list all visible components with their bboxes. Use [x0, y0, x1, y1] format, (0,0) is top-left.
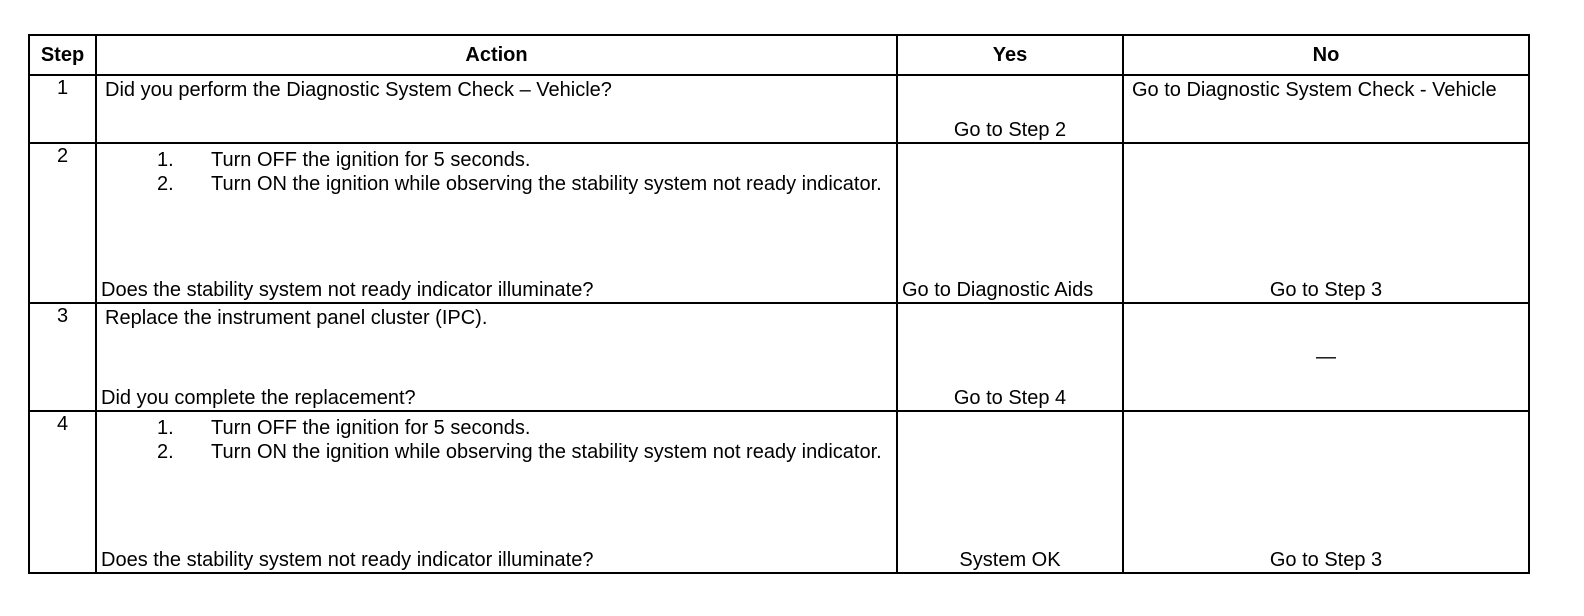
no-cell	[1123, 411, 1529, 573]
yes-cell	[897, 75, 1123, 143]
no-cell	[1123, 143, 1529, 303]
procedure-item	[105, 148, 888, 172]
step-number: 3	[29, 303, 96, 411]
yes-cell	[897, 411, 1123, 573]
diagnostic-table	[28, 34, 1530, 574]
yes-cell	[897, 303, 1123, 411]
header-no: No	[1123, 35, 1529, 75]
header-action: Action	[96, 35, 897, 75]
item-text: Turn ON the ignition while observing the stability system not ready indicator.	[211, 173, 882, 195]
action-question: Does the stability system not ready indicator illuminate?	[101, 279, 594, 301]
table-row	[29, 303, 1529, 411]
action-cell	[96, 411, 897, 573]
table-row	[29, 75, 1529, 143]
item-text: Turn ON the ignition while observing the stability system not ready indicator.	[211, 441, 882, 463]
item-text: Turn OFF the ignition for 5 seconds.	[211, 417, 531, 439]
item-number: 1.	[157, 149, 174, 171]
action-text: Replace the instrument panel cluster (IPC).	[105, 307, 488, 329]
action-question: Does the stability system not ready indicator illuminate?	[101, 549, 594, 571]
no-result: —	[1316, 346, 1336, 368]
procedure-list	[105, 148, 888, 196]
step-number: 2	[29, 143, 96, 303]
item-number: 2.	[157, 173, 174, 195]
procedure-item	[105, 172, 888, 196]
action-cell	[96, 75, 897, 143]
table-row	[29, 143, 1529, 303]
header-step: Step	[29, 35, 96, 75]
yes-cell	[897, 143, 1123, 303]
no-cell	[1123, 303, 1529, 411]
procedure-list	[105, 416, 888, 464]
step-number: 1	[29, 75, 96, 143]
header-yes: Yes	[897, 35, 1123, 75]
no-result: Go to Step 3	[1269, 279, 1383, 301]
item-text: Turn OFF the ignition for 5 seconds.	[211, 149, 531, 171]
procedure-item	[105, 440, 888, 464]
item-number: 2.	[157, 441, 174, 463]
action-cell	[96, 143, 897, 303]
yes-result: Go to Diagnostic Aids	[902, 279, 1094, 301]
no-cell	[1123, 75, 1529, 143]
step-number: 4	[29, 411, 96, 573]
no-result: Go to Diagnostic System Check - Vehicle	[1132, 79, 1497, 101]
action-text: Did you perform the Diagnostic System Check – Vehicle?	[105, 79, 612, 101]
procedure-item	[105, 416, 888, 440]
item-number: 1.	[157, 417, 174, 439]
table-row	[29, 411, 1529, 573]
action-cell	[96, 303, 897, 411]
header-row	[29, 35, 1529, 75]
yes-result: Go to Step 4	[953, 387, 1067, 409]
yes-result: System OK	[959, 549, 1061, 571]
action-question: Did you complete the replacement?	[101, 387, 416, 409]
no-result: Go to Step 3	[1269, 549, 1383, 571]
yes-result: Go to Step 2	[953, 119, 1067, 141]
